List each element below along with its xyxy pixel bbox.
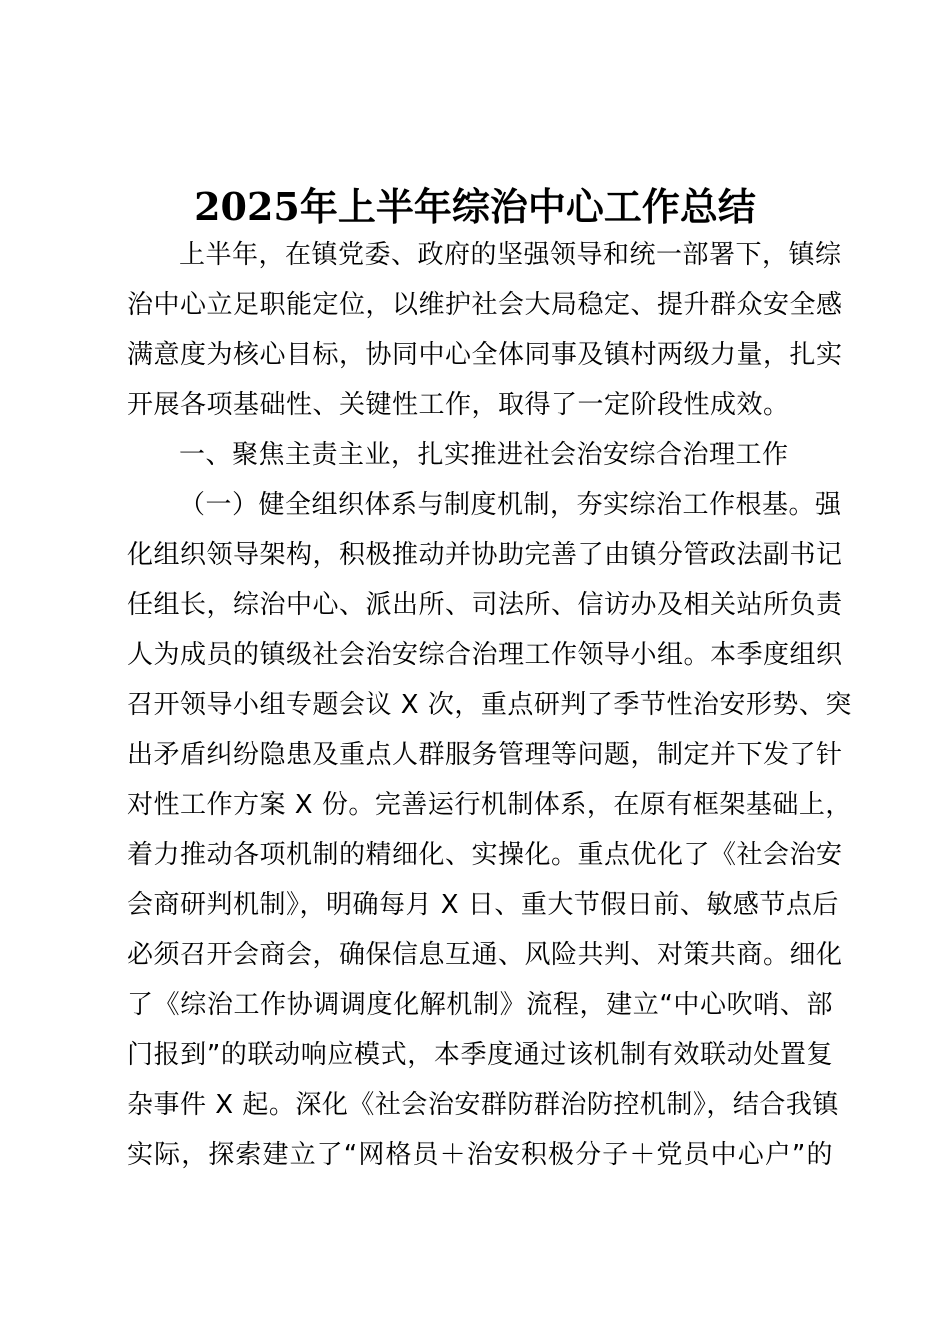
body-line: 会商研判机制》，明确每月 X 日、重大节假日前、敏感节点后 [127, 890, 839, 920]
document-title: 2025年上半年综治中心工作总结 [194, 184, 756, 229]
body-line: 门报到”的联动响应模式，本季度通过该机制有效联动处置复 [127, 1040, 833, 1070]
body-line: 杂事件 X 起。深化《社会治安群防群治防控机制》，结合我镇 [127, 1090, 839, 1120]
body-line: 人为成员的镇级社会治安综合治理工作领导小组。本季度组织 [127, 640, 843, 670]
body-line: 开展各项基础性、关键性工作，取得了一定阶段性成效。 [127, 390, 790, 420]
body-line: 对性工作方案 X 份。完善运行机制体系，在原有框架基础上， [127, 790, 852, 820]
body-line: 化组织领导架构，积极推动并协助完善了由镇分管政法副书记 [127, 540, 843, 570]
body-line: 了《综治工作协调调度化解机制》流程，建立“中心吹哨、部 [127, 990, 833, 1020]
body-line: 治中心立足职能定位，以维护社会大局稳定、提升群众安全感 [127, 290, 843, 320]
body-line: 任组长，综治中心、派出所、司法所、信访办及相关站所负责 [127, 590, 843, 620]
body-line: 上半年，在镇党委、政府的坚强领导和统一部署下，镇综 [179, 240, 842, 270]
section-heading: 一、聚焦主责主业，扎实推进社会治安综合治理工作 [179, 440, 789, 470]
body-line: 实际，探索建立了“网格员＋治安积极分子＋党员中心户”的 [127, 1140, 833, 1170]
body-line: 召开领导小组专题会议 X 次，重点研判了季节性治安形势、突 [127, 690, 852, 720]
body-line: 出矛盾纠纷隐患及重点人群服务管理等问题，制定并下发了针 [127, 740, 843, 770]
body-line: （一）健全组织体系与制度机制，夯实综治工作根基。强 [179, 490, 842, 520]
body-line: 着力推动各项机制的精细化、实操化。重点优化了《社会治安 [127, 840, 843, 870]
body-line: 满意度为核心目标，协同中心全体同事及镇村两级力量，扎实 [127, 340, 843, 370]
body-line: 必须召开会商会，确保信息互通、风险共判、对策共商。细化 [127, 940, 843, 970]
